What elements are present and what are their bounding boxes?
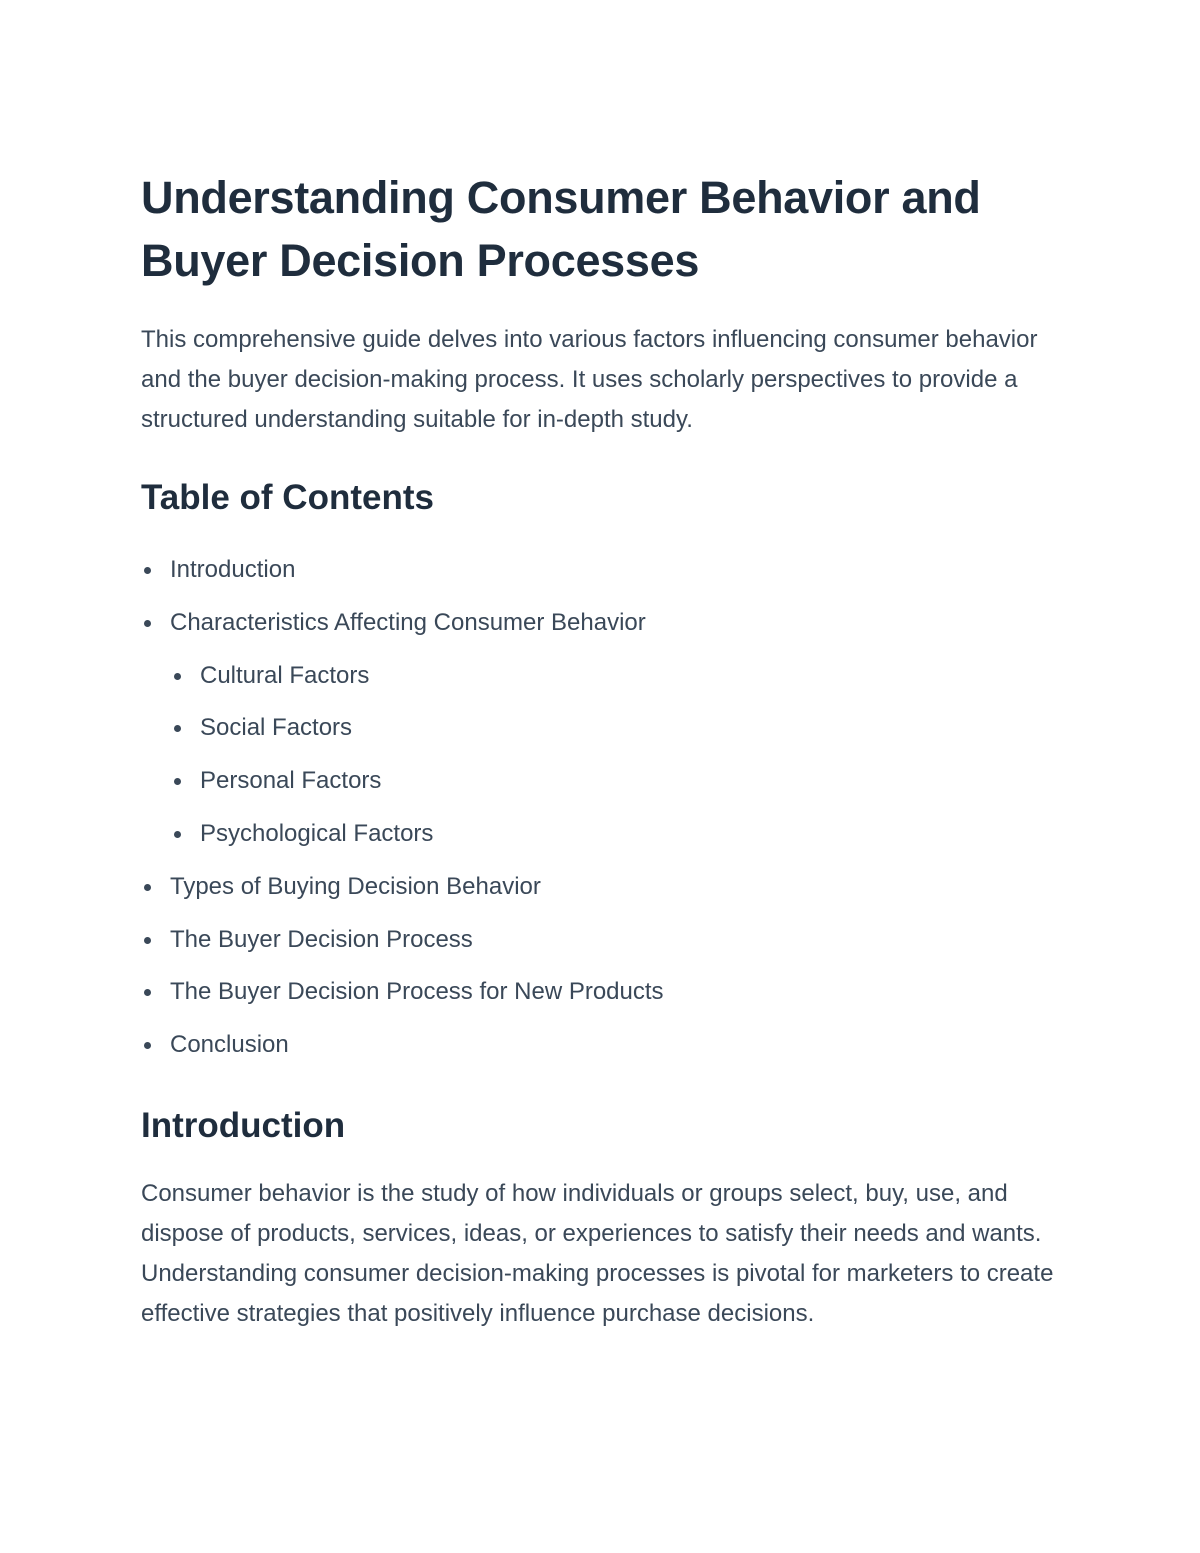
toc-item-label: Social Factors: [200, 714, 353, 742]
toc-item: [141, 597, 1056, 650]
toc-item-label: Cultural Factors: [200, 661, 370, 689]
bullet-icon: [144, 884, 151, 891]
toc-item-label: Personal Factors: [200, 767, 382, 795]
toc-item: [141, 1019, 1056, 1072]
bullet-icon: [174, 831, 181, 838]
toc-item-label: The Buyer Decision Process: [170, 925, 473, 953]
toc-item-label: Types of Buying Decision Behavior: [170, 872, 541, 900]
intro-paragraph: This comprehensive guide delves into various factors influencing consumer behavior and the buyer decision-making process. It uses scholarly perspectives to provide a structured understanding suitable for in-depth study.: [141, 326, 1038, 433]
introduction-paragraph: Consumer behavior is the study of how individuals or groups select, buy, use, and dispose of products, services, ideas, or experiences to satisfy their needs and wants. Understanding consumer decision-making processes is pivotal for marketers to create effective strategies that positively influence purchase decisions.: [141, 1179, 1054, 1327]
toc-item-label: Conclusion: [170, 1031, 289, 1059]
bullet-icon: [144, 620, 151, 627]
bullet-icon: [144, 567, 151, 574]
toc-item: [141, 861, 1056, 914]
toc-item-label: The Buyer Decision Process for New Products: [170, 978, 664, 1006]
bullet-icon: [174, 673, 181, 680]
bullet-icon: [144, 1042, 151, 1049]
bullet-icon: [144, 937, 151, 944]
document-page: [141, 166, 1056, 1334]
toc-subitem: [171, 702, 1056, 755]
toc-subitem: [171, 650, 1056, 703]
toc-item-label: Introduction: [170, 556, 296, 583]
bullet-icon: [144, 989, 151, 996]
page-title: Understanding Consumer Behavior and Buyer Decision Processes: [141, 172, 981, 286]
toc-item: [141, 914, 1056, 967]
toc-item: [141, 966, 1056, 1019]
toc-heading: Table of Contents: [141, 478, 434, 517]
toc-item: [141, 544, 1056, 597]
toc-subitem: [171, 755, 1056, 808]
bullet-icon: [174, 725, 181, 732]
bullet-icon: [174, 778, 181, 785]
toc-subitem: [171, 808, 1056, 861]
table-of-contents: [141, 544, 1056, 1072]
toc-item-label: Characteristics Affecting Consumer Behavior: [170, 608, 646, 636]
introduction-heading: Introduction: [141, 1105, 346, 1145]
toc-item-label: Psychological Factors: [200, 819, 434, 847]
